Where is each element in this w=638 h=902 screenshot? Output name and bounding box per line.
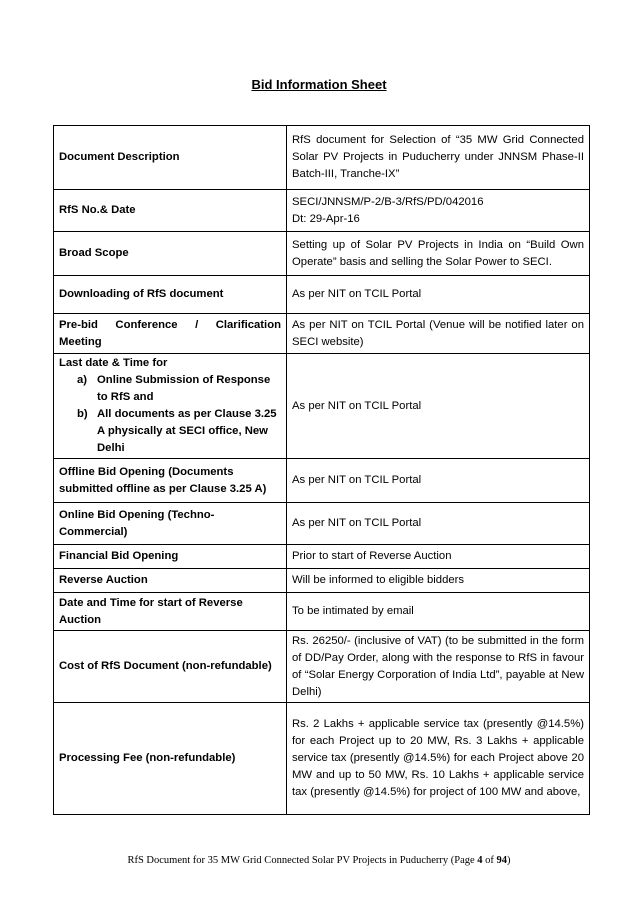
row-value: As per NIT on TCIL Portal (Venue will be notified later on SECI website) (287, 314, 590, 354)
table-row (54, 703, 590, 815)
row-label: Reverse Auction (54, 569, 287, 593)
page-footer: RfS Document for 35 MW Grid Connected Solar PV Projects in Puducherry (Page 4 of 94) (127, 855, 511, 866)
page-title: Bid Information Sheet (251, 77, 387, 92)
rfs-number: SECI/JNNSM/P-2/B-3/RfS/PD/042016 (292, 195, 484, 208)
row-label: Document Description (54, 126, 287, 190)
last-date-heading: Last date & Time for (59, 357, 168, 369)
row-label: Broad Scope (54, 232, 287, 276)
row-label: Online Bid Opening (Techno-Commercial) (54, 503, 287, 545)
table-row (54, 276, 590, 314)
row-value: As per NIT on TCIL Portal (287, 503, 590, 545)
list-item: b) All documents as per Clause 3.25 A physically at SECI office, New Delhi (77, 408, 277, 454)
table-row (54, 631, 590, 703)
row-value: As per NIT on TCIL Portal (287, 354, 590, 459)
row-value (287, 190, 590, 232)
list-marker: b) (77, 408, 88, 420)
row-label: Cost of RfS Document (non-refundable) (54, 631, 287, 703)
row-value: Prior to start of Reverse Auction (287, 545, 590, 569)
table-row (54, 232, 590, 276)
row-value: As per NIT on TCIL Portal (287, 276, 590, 314)
table-row (54, 190, 590, 232)
table-row (54, 314, 590, 354)
row-label: RfS No.& Date (54, 190, 287, 232)
list-item: a) Online Submission of Response to RfS and (77, 374, 271, 403)
table-row (54, 593, 590, 631)
page-total: 94 (496, 855, 508, 866)
row-value: Rs. 2 Lakhs + applicable service tax (presently @14.5%) for each Project up to 20 MW, Rs. 3 Lakhs + applicable service tax (presently @14.5%) for each Project above 20 MW and up to 50 MW, Rs. 10 Lakhs + applicable service tax (presently @14.5%) for project of 100 MW and above, (287, 703, 590, 815)
bid-information-table (53, 125, 590, 815)
row-label: Financial Bid Opening (54, 545, 287, 569)
row-label: Pre-bid Conference / Clarification Meeting (54, 314, 287, 354)
row-value: Rs. 26250/- (inclusive of VAT) (to be submitted in the form of DD/Pay Order, along with the response to RfS in favour of “Solar Energy Corporation of India Ltd”, payable at New Delhi) (287, 631, 590, 703)
table-row (54, 354, 590, 459)
submission-list (59, 372, 281, 457)
row-label: Date and Time for start of Reverse Auction (54, 593, 287, 631)
row-label: Offline Bid Opening (Documents submitted offline as per Clause 3.25 A) (54, 459, 287, 503)
table-row (54, 126, 590, 190)
row-value: To be intimated by email (287, 593, 590, 631)
row-value: As per NIT on TCIL Portal (287, 459, 590, 503)
table-row (54, 545, 590, 569)
table-row (54, 459, 590, 503)
row-value: Will be informed to eligible bidders (287, 569, 590, 593)
row-label (54, 354, 287, 459)
table-row (54, 503, 590, 545)
list-marker: a) (77, 374, 88, 386)
row-label: Downloading of RfS document (54, 276, 287, 314)
page-number: 4 (477, 855, 483, 866)
row-label: Processing Fee (non-refundable) (54, 703, 287, 815)
row-value: RfS document for Selection of “35 MW Grid Connected Solar PV Projects in Puducherry under JNNSM Phase-II Batch-III, Tranche-IX” (287, 126, 590, 190)
rfs-date: Dt: 29-Apr-16 (292, 212, 360, 225)
row-value: Setting up of Solar PV Projects in India on “Build Own Operate” basis and selling the Solar Power to SECI. (287, 232, 590, 276)
table-row (54, 569, 590, 593)
